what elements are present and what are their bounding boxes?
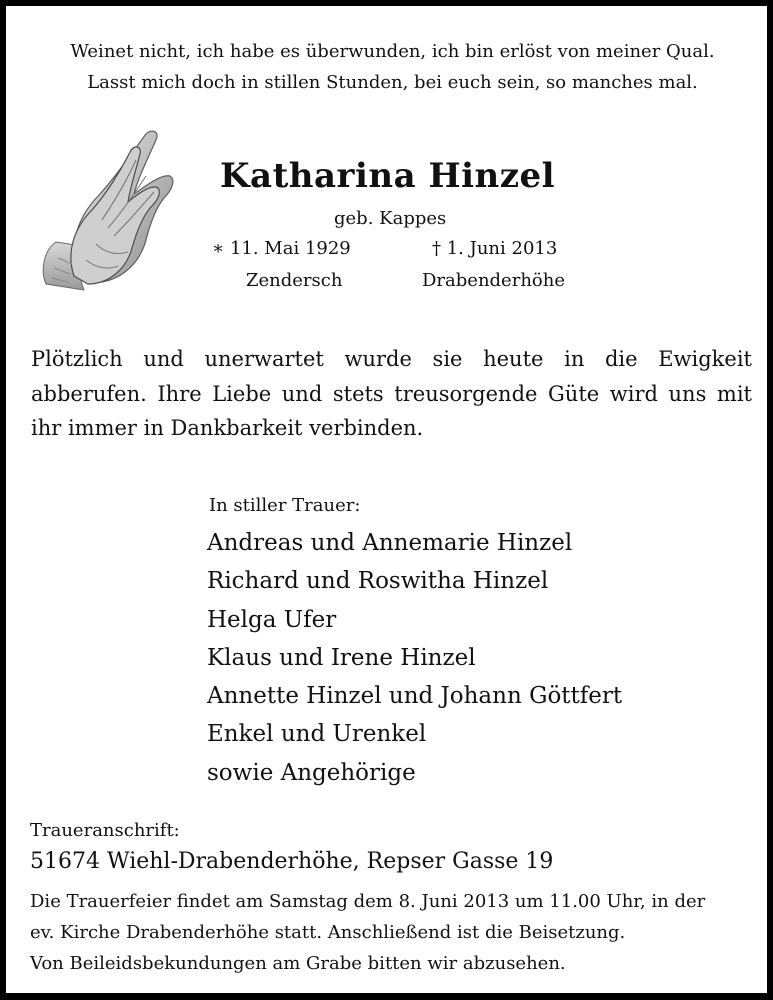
mourner-name: Helga Ufer <box>207 606 337 633</box>
mourner-list <box>207 524 622 792</box>
birth-place: Zendersch <box>246 270 343 291</box>
mourner-name: Annette Hinzel und Johann Göttfert <box>207 683 623 710</box>
deceased-name: Katharina Hinzel <box>220 156 556 196</box>
birth-date: ∗ 11. Mai 1929 <box>212 238 351 259</box>
motto-line-2: Lasst mich doch in stillen Stunden, bei euch sein, so manches mal. <box>87 72 698 93</box>
born-name: geb. Kappes <box>334 208 447 229</box>
mourner-name: Klaus und Irene Hinzel <box>207 644 476 671</box>
funeral-notice <box>30 886 758 979</box>
mourning-label: In stiller Trauer: <box>209 495 361 516</box>
motto-line-1: Weinet nicht, ich habe es überwunden, ich bin erlöst von meiner Qual. <box>70 41 715 62</box>
praying-hands-icon <box>38 124 186 296</box>
death-place: Drabenderhöhe <box>422 270 565 291</box>
mourner-name: Enkel und Urenkel <box>207 721 427 748</box>
mourner-name: Andreas und Annemarie Hinzel <box>207 530 573 556</box>
address-label: Traueranschrift: <box>30 820 180 841</box>
notice-line-2: ev. Kirche Drabenderhöhe statt. Anschließend ist die Beisetzung. <box>30 922 626 943</box>
death-date: † 1. Juni 2013 <box>432 238 558 259</box>
obituary-message: Plötzlich und unerwartet wurde sie heute in die Ewigkeit abberufen. Ihre Liebe und stets treusorgende Güte wird uns mit ihr immer in Dankbarkeit verbinden. <box>31 347 752 440</box>
mourner-name: sowie Angehörige <box>207 759 416 786</box>
address-value: 51674 Wiehl-Drabenderhöhe, Repser Gasse 19 <box>30 849 554 874</box>
mourner-name: Richard und Roswitha Hinzel <box>207 568 549 595</box>
notice-line-1: Die Trauerfeier findet am Samstag dem 8. Juni 2013 um 11.00 Uhr, in der <box>30 891 706 912</box>
notice-line-3: Von Beileidsbekundungen am Grabe bitten wir abzusehen. <box>30 953 566 974</box>
